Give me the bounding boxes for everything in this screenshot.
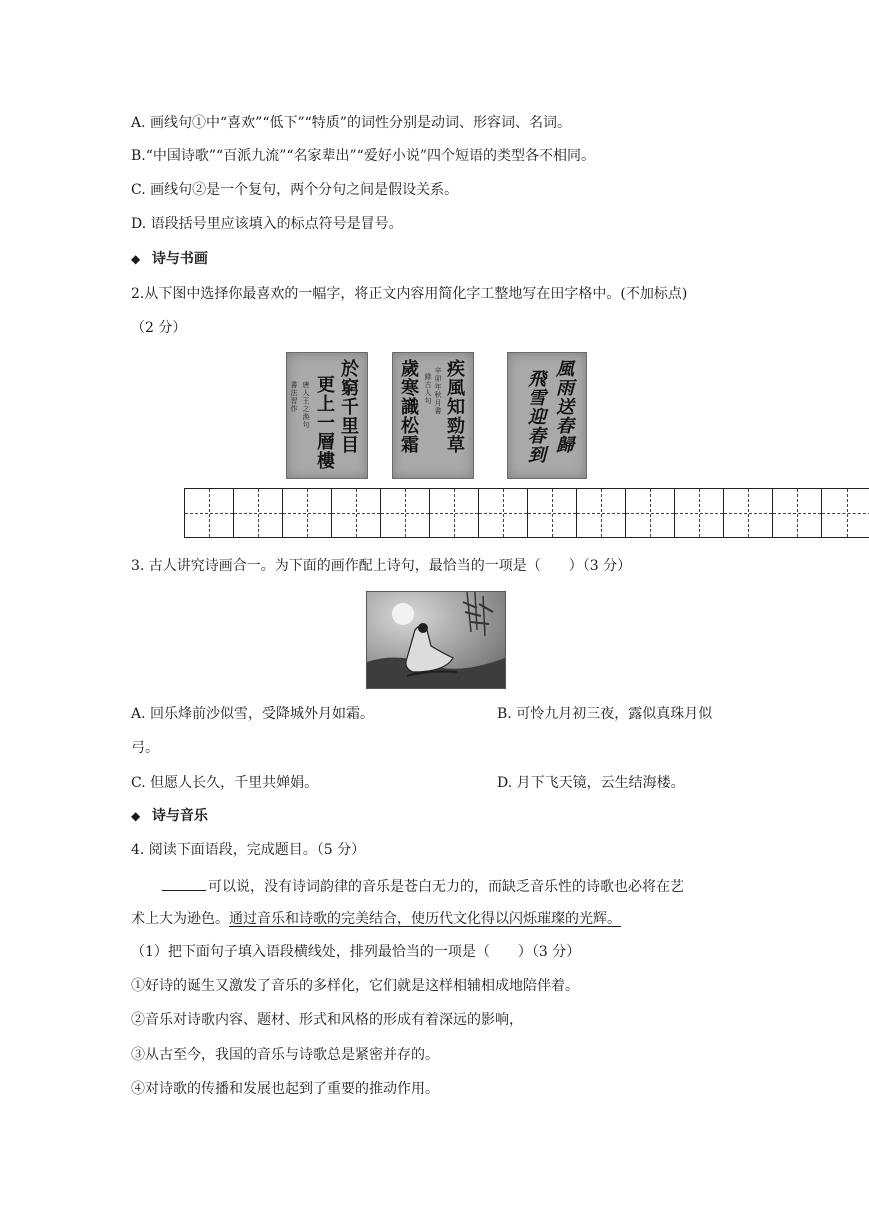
tianzige-cell[interactable]	[381, 489, 430, 537]
q4-paragraph-line2	[131, 909, 621, 929]
section-heading-calligraphy	[131, 249, 208, 269]
tianzige-grid[interactable]	[184, 488, 869, 538]
calligraphy-panel-3[interactable]	[507, 352, 587, 479]
tianzige-cell[interactable]	[234, 489, 283, 537]
tianzige-cell[interactable]	[528, 489, 577, 537]
moon-icon	[392, 603, 414, 625]
paragraph-text: 术上大为逊色。	[131, 911, 229, 927]
q3-option-b: B. 可怜九月初三夜，露似真珠月似	[497, 706, 713, 722]
calligraphy-panel-1[interactable]	[286, 352, 368, 479]
section-title: 诗与音乐	[151, 808, 208, 824]
tianzige-cell[interactable]	[577, 489, 626, 537]
q3-option-c: C. 但愿人长久，千里共婵娟。	[131, 775, 319, 791]
tianzige-cell[interactable]	[675, 489, 724, 537]
calligraphy-inscription: 唐人王之涣句	[302, 381, 310, 429]
q2-stem: 2.从下图中选择你最喜欢的一幅字，将正文内容用简化字工整地写在田字格中。(不加标点)	[131, 286, 688, 302]
q4-sentence-3: ③从古至今，我国的音乐与诗歌总是紧密并存的。	[131, 1047, 439, 1063]
q1-option-a: A. 画线句①中“喜欢”“低下”“特质”的词性分别是动词、形容词、名词。	[131, 115, 571, 131]
underlined-sentence: 通过音乐和诗歌的完美结合，使历代文化得以闪烁璀璨的光辉。	[229, 911, 621, 927]
q4-sentence-1: ①好诗的诞生又激发了音乐的多样化，它们就是这样相辅相成地陪伴着。	[131, 978, 579, 994]
calligraphy-panel-2[interactable]	[392, 352, 474, 479]
calligraphy-inscription: 辛卯年秋月書	[434, 367, 442, 415]
tianzige-cell[interactable]	[430, 489, 479, 537]
diamond-bullet-icon: ◆	[131, 809, 141, 823]
calligraphy-inscription: 書法習作	[290, 381, 298, 413]
calligraphy-col: 歲寒識松霜	[398, 359, 419, 454]
tianzige-cell[interactable]	[185, 489, 234, 537]
q1-option-d: D. 语段括号里应该填入的标点符号是冒号。	[131, 216, 403, 232]
q3-option-d: D. 月下飞天镜，云生结海楼。	[497, 775, 685, 791]
q4-subquestion-1: （1）把下面句子填入语段横线处，排列最恰当的一项是（ ）（3 分）	[131, 944, 581, 960]
q3-option-b-continued: 弓。	[131, 740, 159, 756]
paragraph-text: 可以说，没有诗词韵律的音乐是苍白无力的，而缺乏音乐性的诗歌也必将在艺	[208, 879, 684, 895]
q1-option-c: C. 画线句②是一个复句，两个分句之间是假设关系。	[131, 182, 459, 198]
tianzige-cell[interactable]	[626, 489, 675, 537]
calligraphy-col: 風雨送春歸	[553, 359, 574, 454]
tianzige-cell[interactable]	[724, 489, 773, 537]
tianzige-cell[interactable]	[822, 489, 869, 537]
q3-stem: 3. 古人讲究诗画合一。为下面的画作配上诗句，最恰当的一项是（ ）（3 分）	[131, 558, 632, 574]
calligraphy-col: 疾風知勁草	[444, 359, 465, 454]
calligraphy-inscription: 錄古人句	[424, 373, 432, 405]
moon-figure-painting	[366, 591, 506, 689]
q4-sentence-2: ②音乐对诗歌内容、题材、形式和风格的形成有着深远的影响，	[131, 1012, 523, 1028]
section-title: 诗与书画	[151, 251, 208, 267]
q4-sentence-4: ④对诗歌的传播和发展也起到了重要的推动作用。	[131, 1081, 439, 1097]
q1-option-b: B.“中国诗歌”“百派九流”“名家辈出”“爱好小说”四个短语的类型各不相同。	[131, 148, 595, 164]
calligraphy-col: 於窮千里目	[338, 359, 359, 454]
diamond-bullet-icon: ◆	[131, 252, 141, 266]
q4-paragraph-line1	[162, 876, 684, 897]
painting-illustration	[367, 592, 505, 688]
calligraphy-col: 飛雪迎春到	[525, 369, 546, 464]
q2-score: （2 分）	[131, 320, 187, 336]
section-heading-music	[131, 806, 208, 826]
q4-stem: 4. 阅读下面语段，完成题目。（5 分）	[131, 842, 366, 858]
calligraphy-col: 更上一層樓	[314, 375, 335, 470]
tianzige-cell[interactable]	[283, 489, 332, 537]
tianzige-cell[interactable]	[332, 489, 381, 537]
q3-option-a: A. 回乐烽前沙似雪，受降城外月如霜。	[131, 706, 375, 722]
tianzige-cell[interactable]	[479, 489, 528, 537]
fill-in-blank[interactable]	[162, 876, 206, 891]
tianzige-cell[interactable]	[773, 489, 822, 537]
